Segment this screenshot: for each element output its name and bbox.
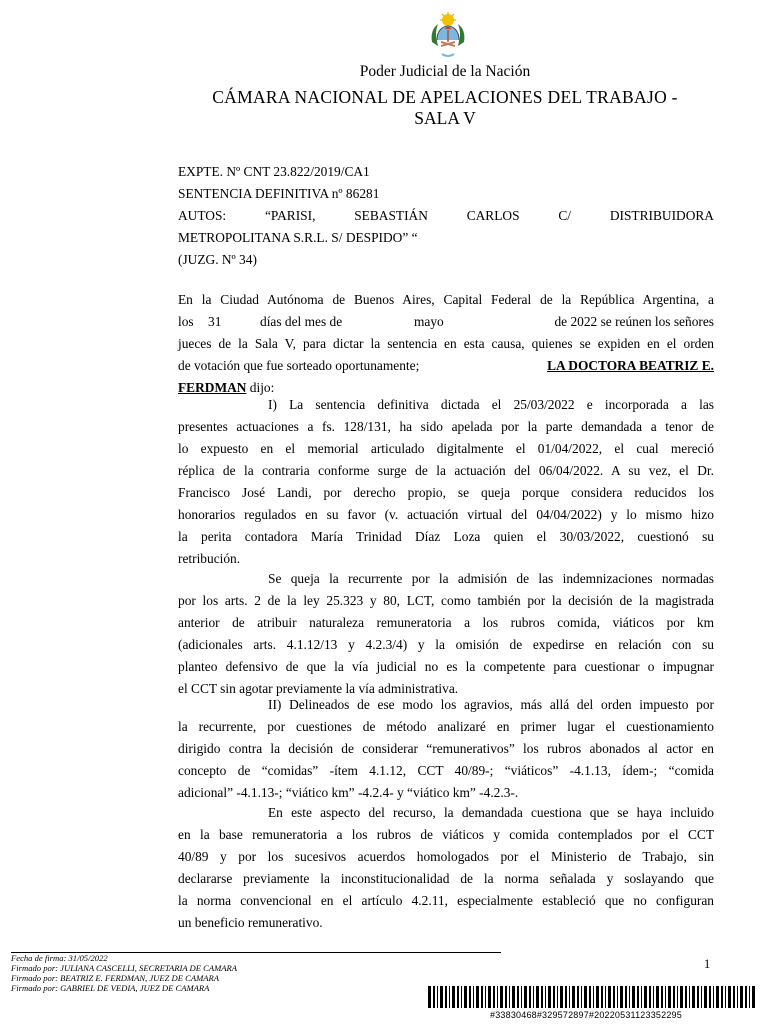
barcode-bar [620,986,623,1008]
barcode-bar [565,986,567,1008]
barcode-bar [457,986,459,1008]
barcode-bar [653,986,654,1008]
judge-name: LA DOCTORA BEATRIZ E. [547,358,714,373]
body-line: la norma convencional en el artículo 4.2.11, especialmente estableció que no configuran [178,893,714,908]
barcode-bar [644,986,647,1008]
body-line: planteo defensivo de que la vía judicial no es la competente para cuestionar o impugnar [178,659,714,674]
barcode-bar [437,986,438,1008]
body-line: anterior de atribuir naturaleza remuneratoria a los rubros comida, viáticos por km [178,615,714,630]
body-line: la perita contadora María Trinidad Díaz Loza quien el 30/03/2022, cuestionó su [178,529,714,544]
barcode-bar [469,986,471,1008]
intro-los: los [178,314,194,329]
barcode-bar [641,986,642,1008]
barcode-bar [704,986,707,1008]
court-number: (JUZG. Nº 34) [178,252,257,267]
barcode-bar [581,986,582,1008]
barcode-bar [629,986,630,1008]
caption-word: AUTOS: [178,208,227,223]
barcode-bar [692,986,695,1008]
intro-line: jueces de la Sala V, para dictar la sentencia en esta causa, quienes se expiden en el orden [178,336,714,351]
body-line: en la base remuneratoria a los rubros de viáticos y comida contemplados por el CCT [178,827,714,842]
signature-date: Fecha de firma: 31/05/2022 [11,953,108,963]
barcode-bar [668,986,671,1008]
barcode-bar [749,986,750,1008]
barcode-bar [461,986,462,1008]
case-file-number: EXPTE. Nº CNT 23.822/2019/CA1 [178,164,370,179]
body-line: la recurrente, por cuestiones de método analizaré en primer lugar el cuestionamiento [178,719,714,734]
barcode-bar [617,986,618,1008]
barcode-bar [613,986,615,1008]
barcode-bar [725,986,726,1008]
document-barcode [428,986,758,1012]
chamber-title-line1: CÁMARA NACIONAL DE APELACIONES DEL TRABAJO - [212,87,678,107]
signature-line: Firmado por: BEATRIZ E. FERDMAN, JUEZ DE CAMARA [11,973,220,983]
barcode-bar [632,986,635,1008]
body-line: I) La sentencia definitiva dictada el 25/03/2022 e incorporada a las [268,397,714,412]
barcode-bar [745,986,747,1008]
body-line: réplica de la contraria conforme surge de la actuación del 06/04/2022. A su vez, el Dr. [178,463,714,478]
page-number: 1 [704,957,711,971]
barcode-bar [577,986,579,1008]
barcode-bar [529,986,531,1008]
signature-line: Firmado por: GABRIEL DE VEDIA, JUEZ DE CAMARA [11,983,210,993]
barcode-bar [733,986,735,1008]
barcode-bar [440,986,443,1008]
barcode-bar [497,986,498,1008]
body-line: presentes actuaciones a fs. 128/131, ha sido apelada por la parte demandada a tenor de [178,419,714,434]
barcode-bar [656,986,659,1008]
barcode-bar [716,986,719,1008]
barcode-bar [557,986,558,1008]
body-line: retribución. [178,551,241,566]
body-line: concepto de “comidas” -ítem 4.1.12, CCT 40/89-; “viáticos” -4.1.13, ídem-; “comida [178,763,714,778]
barcode-bar [488,986,491,1008]
barcode-bar [428,986,431,1008]
barcode-bar [596,986,599,1008]
body-line: adicional” -4.1.13-; “viático km” -4.2.4- y “viático km” -4.2.3-. [178,785,519,800]
sentence-number: SENTENCIA DEFINITIVA nº 86281 [178,186,380,201]
barcode-bar [433,986,435,1008]
body-line: el CCT sin agotar previamente la vía administrativa. [178,681,459,696]
barcode-bar [521,986,522,1008]
barcode-bar [713,986,714,1008]
body-line: por los arts. 2 de la ley 25.323 y 80, LCT, como también por la decisión de la magistrada [178,593,714,608]
institution-name: Poder Judicial de la Nación [359,63,531,80]
body-line: honorarios regulados en su favor (v. actuación virtual del 04/04/2022) y lo mismo hizo [178,507,714,522]
barcode-bar [677,986,678,1008]
barcode-text: #33830468#329572897#20220531123352295 [490,1010,682,1020]
barcode-bar [569,986,570,1008]
barcode-bar [752,986,755,1008]
chamber-title-line2: SALA V [414,108,476,128]
barcode-bar [449,986,450,1008]
barcode-bar [593,986,594,1008]
barcode-bar [728,986,731,1008]
case-caption-line2: METROPOLITANA S.R.L. S/ DESPIDO” “ [178,230,418,245]
barcode-bar [637,986,639,1008]
barcode-bar [680,986,683,1008]
barcode-bar [505,986,507,1008]
barcode-bar [560,986,563,1008]
barcode-bar [649,986,651,1008]
barcode-bar [464,986,467,1008]
barcode-bar [493,986,495,1008]
barcode-bar [689,986,690,1008]
intro-month: mayo [414,314,444,329]
barcode-bar [608,986,611,1008]
caption-word: C/ [558,208,572,223]
barcode-bar [545,986,546,1008]
barcode-bar [584,986,587,1008]
barcode-bar [512,986,515,1008]
intro-vote-line [178,358,714,374]
body-line: II) Delineados de ese modo los agravios, más allá del orden impuesto por [268,697,714,712]
signature-line: Firmado por: JULIANA CASCELLI, SECRETARIA DE CAMARA [11,963,238,973]
intro-dijo-line [178,380,714,396]
body-line: Se queja la recurrente por la admisión de las indemnizaciones normadas [268,571,714,586]
caption-word: “PARISI, [264,208,316,223]
barcode-bar [524,986,527,1008]
caption-word: CARLOS [466,208,520,223]
caption-word: DISTRIBUIDORA [609,208,714,223]
barcode-bar [541,986,543,1008]
barcode-bar [625,986,627,1008]
barcode-bar [685,986,687,1008]
barcode-bar [476,986,479,1008]
barcode-bar [452,986,455,1008]
barcode-bar [536,986,539,1008]
dijo-text: dijo: [246,380,275,395]
body-line: declararse previamente la inconstitucionalidad de la norma señalada y soslayando que [178,871,714,886]
barcode-bar [589,986,591,1008]
barcode-bar [517,986,519,1008]
body-line: lo expuesto en el memorial articulado digitalmente el 01/04/2022, el cual mereció [178,441,714,456]
barcode-bar [673,986,675,1008]
intro-rest: de 2022 se reúnen los señores [554,314,714,329]
barcode-bar [605,986,606,1008]
body-line: Francisco José Landi, por derecho propio, se queja porque considera reducidos los [178,485,714,500]
barcode-bar [572,986,575,1008]
body-line: En este aspecto del recurso, la demandada cuestiona que se haya incluido [268,805,714,820]
barcode-bar [445,986,447,1008]
barcode-bar [485,986,486,1008]
barcode-bar [601,986,603,1008]
barcode-bar [737,986,738,1008]
barcode-bar [533,986,534,1008]
barcode-bar [548,986,551,1008]
case-caption-line1 [178,208,714,224]
body-line: 40/89 y por los sucesivos acuerdos homologados por el Ministerio de Trabajo, sin [178,849,714,864]
barcode-bar [509,986,510,1008]
barcode-bar [500,986,503,1008]
intro-day: 31 [208,314,222,329]
barcode-bar [721,986,723,1008]
intro-line: En la Ciudad Autónoma de Buenos Aires, Capital Federal de la República Argentina, a [178,292,714,307]
body-line: un beneficio remunerativo. [178,915,323,930]
intro-dias: días del mes de [260,314,343,329]
judge-surname: FERDMAN [178,380,247,395]
barcode-bar [665,986,666,1008]
barcode-bar [709,986,711,1008]
body-line: (adicionales arts. 4.1.12/13 y 4.2.3/4) y la omisión de expedirse en relación con su [178,637,714,652]
caption-word: SEBASTIÁN [354,208,428,223]
body-line: dirigido contra la decisión de considerar “remunerativos” los rubros abonados al actor en [178,741,714,756]
barcode-bar [481,986,483,1008]
barcode-bar [473,986,474,1008]
barcode-bar [553,986,555,1008]
barcode-bar [740,986,743,1008]
barcode-bar [697,986,699,1008]
national-coat-of-arms-icon [424,12,472,60]
barcode-bar [701,986,702,1008]
barcode-bar [661,986,663,1008]
intro-vote-text: de votación que fue sorteado oportunamente; [178,358,420,373]
